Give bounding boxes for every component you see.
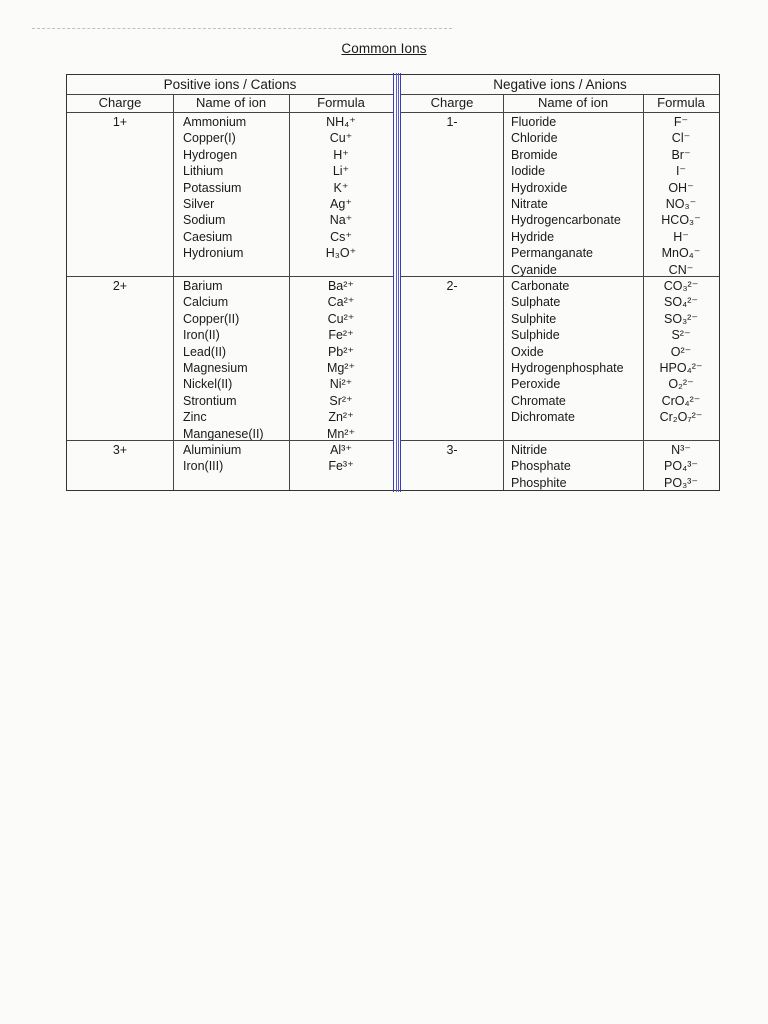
ion-formula: Cl⁻ — [671, 131, 691, 146]
ion-formula: Na⁺ — [329, 213, 353, 228]
ion-formula: NH₄⁺ — [326, 115, 356, 129]
ion-formula: S²⁻ — [671, 328, 691, 343]
anions-section — [401, 75, 719, 490]
ion-formula: HCO₃⁻ — [661, 213, 701, 228]
ion-formula: Al³⁺ — [330, 443, 352, 457]
ion-formula: O²⁻ — [670, 344, 692, 359]
ion-name: Dichromate — [511, 410, 575, 425]
charge-label: 1+ — [112, 115, 128, 129]
ion-formula: CrO₄²⁻ — [661, 393, 701, 408]
ion-formula: Cu²⁺ — [327, 311, 355, 326]
charge-label: 2- — [446, 279, 458, 293]
ion-formula: Ca²⁺ — [327, 295, 355, 310]
ion-name: Iodide — [511, 164, 546, 179]
ion-name: Barium — [183, 279, 223, 293]
ion-formula: K⁺ — [333, 180, 349, 195]
ion-name: Potassium — [183, 180, 242, 195]
ion-name: Iron(II) — [183, 328, 220, 343]
anions-name-header: Name of ion — [503, 94, 643, 113]
ion-name: Hydrogenphosphate — [511, 361, 624, 375]
ion-formula: OH⁻ — [668, 180, 694, 195]
ion-name: Caesium — [183, 229, 233, 244]
column-divider — [173, 94, 174, 490]
ion-name: Phosphate — [511, 459, 571, 474]
ion-formula: Cr₂O₇²⁻ — [659, 410, 703, 425]
ion-name: Manganese(II) — [183, 426, 264, 441]
ion-name: Fluoride — [511, 115, 557, 129]
ion-formula: H⁻ — [673, 229, 689, 244]
ion-formula: Fe²⁺ — [328, 328, 354, 343]
ion-formula: SO₄²⁻ — [664, 295, 698, 310]
scan-artifact-line — [32, 28, 452, 29]
ion-formula: N³⁻ — [671, 443, 691, 457]
ion-name: Copper(I) — [183, 131, 236, 146]
ion-name: Bromide — [511, 147, 558, 162]
ion-formula: Li⁺ — [332, 164, 350, 179]
ion-name: Phosphite — [511, 475, 567, 490]
anions-heading: Negative ions / Anions — [401, 75, 719, 95]
ion-name: Magnesium — [183, 361, 248, 375]
ion-name: Hydride — [511, 229, 555, 244]
ion-name: Chromate — [511, 393, 566, 408]
ion-formula: HPO₄²⁻ — [659, 361, 703, 375]
ion-name: Sodium — [183, 213, 226, 228]
ion-name: Hydrogen — [183, 147, 238, 162]
ion-formula: PO₃³⁻ — [664, 475, 698, 490]
ion-name: Cyanide — [511, 262, 557, 277]
ion-name: Chloride — [511, 131, 558, 146]
ion-name: Hydrogencarbonate — [511, 213, 621, 228]
charge-label: 2+ — [112, 279, 128, 293]
ion-name: Lithium — [183, 164, 224, 179]
ion-formula: I⁻ — [675, 164, 687, 179]
ion-formula: Ag⁺ — [330, 197, 352, 211]
group-separator — [67, 276, 393, 277]
cations-heading: Positive ions / Cations — [67, 75, 393, 95]
ion-formula: Pb²⁺ — [327, 344, 355, 359]
charge-label: 1- — [446, 115, 458, 129]
ion-name: Nitrate — [511, 197, 548, 211]
ion-formula: Ba²⁺ — [327, 279, 355, 293]
ion-name: Peroxide — [511, 377, 561, 392]
ion-name: Nitride — [511, 443, 548, 457]
column-divider — [503, 94, 504, 490]
cations-formula-header: Formula — [289, 94, 393, 113]
ion-name: Calcium — [183, 295, 229, 310]
ion-formula: Mn²⁺ — [326, 426, 356, 441]
ion-name: Strontium — [183, 393, 237, 408]
ion-formula: Cs⁺ — [330, 229, 352, 244]
charge-label: 3- — [446, 443, 458, 457]
ions-table — [66, 74, 720, 491]
group-separator — [401, 440, 719, 441]
group-separator — [67, 440, 393, 441]
ion-formula: Cu⁺ — [329, 131, 353, 146]
ion-name: Lead(II) — [183, 344, 227, 359]
ion-name: Iron(III) — [183, 459, 224, 474]
ion-formula: F⁻ — [673, 115, 689, 129]
ion-formula: NO₃⁻ — [665, 197, 697, 211]
ion-formula: Fe³⁺ — [328, 459, 354, 474]
ion-formula: SO₃²⁻ — [664, 311, 698, 326]
ion-formula: O₂²⁻ — [668, 377, 694, 392]
ion-formula: CN⁻ — [668, 262, 694, 277]
cations-section — [67, 75, 393, 490]
ion-formula: Zn²⁺ — [328, 410, 354, 425]
ion-name: Ammonium — [183, 115, 247, 129]
ion-name: Hydroxide — [511, 180, 568, 195]
ion-name: Zinc — [183, 410, 207, 425]
charge-label: 3+ — [112, 443, 128, 457]
ion-name: Sulphate — [511, 295, 561, 310]
ion-name: Carbonate — [511, 279, 570, 293]
cations-charge-header: Charge — [67, 94, 173, 113]
ion-name: Silver — [183, 197, 215, 211]
ion-name: Permanganate — [511, 246, 594, 261]
ion-name: Sulphide — [511, 328, 560, 343]
ion-formula: Mg²⁺ — [326, 361, 356, 375]
ion-name: Sulphite — [511, 311, 557, 326]
ion-formula: Sr²⁺ — [329, 393, 353, 408]
ion-name: Hydronium — [183, 246, 244, 261]
ion-formula: H⁺ — [333, 147, 349, 162]
cations-name-header: Name of ion — [173, 94, 289, 113]
ion-formula: Br⁻ — [671, 147, 691, 162]
ion-formula: MnO₄⁻ — [661, 246, 701, 261]
center-divider — [393, 73, 401, 492]
ion-name: Nickel(II) — [183, 377, 233, 392]
anions-charge-header: Charge — [401, 94, 503, 113]
page-title: Common Ions — [341, 41, 427, 56]
ion-name: Oxide — [511, 344, 544, 359]
anions-formula-header: Formula — [643, 94, 719, 113]
ion-name: Copper(II) — [183, 311, 240, 326]
ion-formula: Ni²⁺ — [329, 377, 353, 392]
group-separator — [401, 276, 719, 277]
ion-formula: H₃O⁺ — [325, 246, 357, 261]
ion-name: Aluminium — [183, 443, 242, 457]
ion-formula: CO₃²⁻ — [663, 279, 699, 293]
ion-formula: PO₄³⁻ — [664, 459, 698, 474]
